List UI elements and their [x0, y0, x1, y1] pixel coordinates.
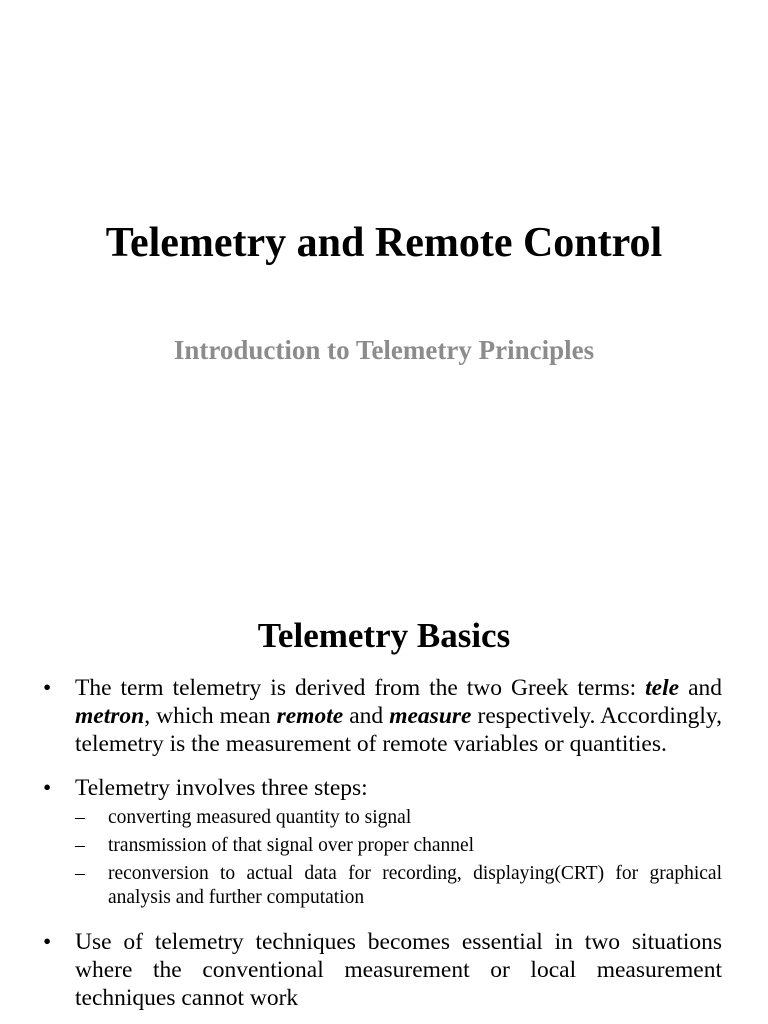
bullet-text: and: [343, 703, 390, 729]
dash-marker: –: [75, 807, 85, 828]
bullet-text: Telemetry involves three steps:: [75, 775, 368, 801]
bullet-list: [40, 674, 722, 1012]
bullet-text: The term telemetry is derived from the two Greek terms:: [75, 675, 646, 701]
term-metron: metron: [75, 703, 145, 729]
bullet-marker: •: [43, 675, 52, 701]
bullet-text: , which mean: [144, 703, 277, 729]
bullet-text: and: [679, 675, 722, 701]
bullet-item-etymology: [40, 674, 722, 758]
sub-item-text: reconversion to actual data for recording, displaying(CRT) for graphical analysis and further computation: [108, 863, 722, 908]
term-tele: tele: [645, 675, 680, 701]
steps-sub-list: [75, 806, 722, 910]
sub-item-text: converting measured quantity to signal: [108, 807, 412, 828]
dash-marker: –: [75, 863, 85, 884]
sub-item-step-1: [75, 806, 722, 830]
sub-item-text: transmission of that signal over proper channel: [108, 835, 475, 856]
bullet-text: respectively. Accordingly, telemetry is the measurement of remote variables or quantities.: [75, 703, 722, 757]
sub-item-step-2: [75, 834, 722, 858]
slide-subtitle: Introduction to Telemetry Principles: [173, 335, 595, 365]
term-remote: remote: [276, 703, 344, 729]
bullet-marker: •: [43, 929, 52, 955]
section-title: Telemetry Basics: [257, 616, 511, 655]
dash-marker: –: [75, 835, 85, 856]
term-measure: measure: [389, 703, 472, 729]
slide-title: Telemetry and Remote Control: [105, 220, 663, 266]
sub-item-step-3: [75, 862, 722, 910]
bullet-marker: •: [43, 775, 52, 801]
bullet-item-steps: [40, 774, 722, 910]
bullet-text: Use of telemetry techniques becomes essential in two situations where the conventional measurement or local measurement techniques cannot work: [75, 929, 722, 1011]
bullet-item-usage: [40, 928, 722, 1012]
